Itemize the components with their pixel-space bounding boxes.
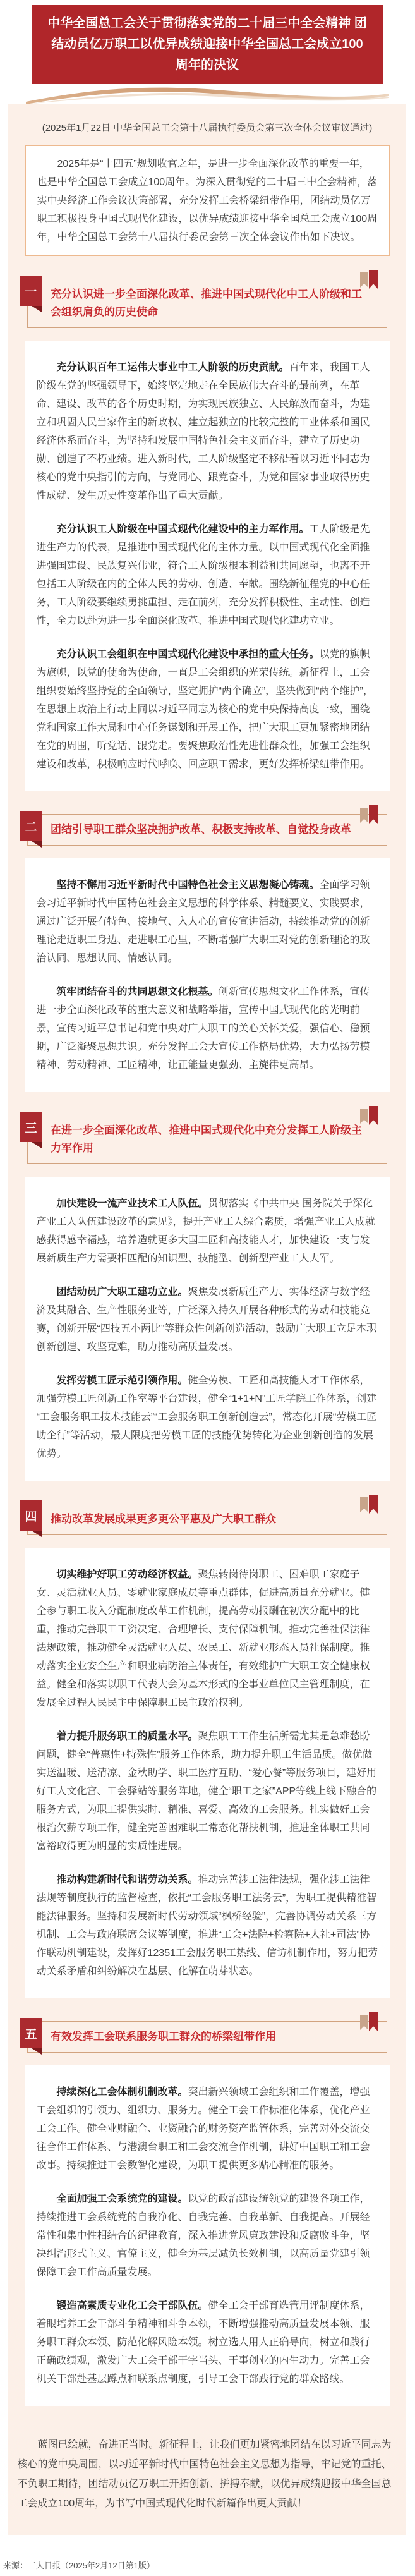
paragraph-lead: 团结动员广大职工建功立业。 bbox=[56, 1287, 188, 1297]
section-heading-text: 团结引导职工群众坚决拥护改革、积极支持改革、自觉投身改革 bbox=[51, 823, 351, 835]
paragraph-lead: 充分认识百年工运伟大事业中工人阶级的历史贡献。 bbox=[56, 362, 289, 373]
bookmark-red-icon bbox=[369, 1495, 378, 1514]
body-paragraph bbox=[37, 520, 378, 630]
bookmark-tan-icon bbox=[360, 272, 368, 288]
section-heading bbox=[27, 279, 387, 328]
bookmark-tan-icon bbox=[360, 808, 368, 823]
body-paragraph bbox=[37, 983, 378, 1074]
body-paragraph bbox=[37, 876, 378, 968]
section-heading bbox=[27, 1504, 387, 1535]
section-heading-text: 推动改革发展成果更多更公平惠及广大职工群众 bbox=[51, 1513, 276, 1525]
article-header bbox=[8, 0, 406, 104]
body-paragraph bbox=[37, 2297, 378, 2388]
bookmark-icon bbox=[360, 270, 378, 289]
section-number-badge: 五 bbox=[20, 2018, 42, 2048]
source-line: 来源：工人日报（2025年2月12日第1版） bbox=[3, 2561, 155, 2570]
paragraph-text: 聚焦发展新质生产力、实体经济与数字经济及其融合、生产性服务业等，广泛深入持久开展各种形式的劳动和技能竞赛，创新开展“四技五小两比”等群众性创新创造活动，鼓励广大职工立足本职创新创造、攻坚克难，助力推动高质量发展。 bbox=[36, 1287, 377, 1352]
section-heading bbox=[27, 1115, 387, 1164]
paragraph-lead: 发挥劳模工匠示范引领作用。 bbox=[56, 1375, 188, 1386]
section-paragraph-box bbox=[25, 1177, 390, 1481]
paragraph-text: 贯彻落实《中共中央 国务院关于深化产业工人队伍建设改革的意见》，提升产业工人综合素质，增强产业工人成就感获得感幸福感，培养造就更多大国工匠和高技能人才，加快建设一支与发展新质生产力需要相匹配的知识型、技能型、创新型产业工人大军。 bbox=[36, 1198, 375, 1264]
paragraph-text: 全面学习领会习近平新时代中国特色社会主义思想的科学体系、精髓要义、实践要求，通过广泛开展有特色、接地气、入人心的宣传宣讲活动，持续推动党的创新理论走近职工身边、走进职工心里，不断增强广大职工对党的创新理论的政治认同、思想认同、情感认同。 bbox=[36, 880, 370, 964]
section-number-badge: 二 bbox=[20, 811, 42, 841]
paragraph-text: 工人阶级是先进生产力的代表，是推进中国式现代化的主体力量。以中国式现代化全面推进强国建设、民族复兴伟业，符合工人阶级根本利益和共同愿望，也离不开包括工人阶级在内的全体人民的劳动、创造、奉献。围绕新征程党的中心任务，工人阶级要继续勇挑重担、走在前列，充分发挥积极性、主动性、创造性，全力以赴为进一步全面深化改革、推进中国式现代化建功立业。 bbox=[36, 524, 370, 626]
article bbox=[8, 0, 406, 2535]
section bbox=[8, 1504, 406, 1998]
bookmark-red-icon bbox=[369, 2012, 378, 2031]
bookmark-icon bbox=[360, 1495, 378, 1514]
section-heading bbox=[27, 2021, 387, 2053]
bookmark-red-icon bbox=[369, 805, 378, 824]
section-heading-text: 充分认识进一步全面深化改革、推进中国式现代化中工人阶级和工会组织肩负的历史使命 bbox=[51, 288, 362, 318]
wave-decoration bbox=[26, 83, 389, 104]
page-title: 中华全国总工会关于贯彻落实党的二十届三中全会精神 团结动员亿万职工以优异成绩迎接中华全国总工会成立100周年的决议 bbox=[47, 16, 367, 72]
section-heading bbox=[27, 814, 387, 846]
paragraph-text: 推动完善涉工法律法规，强化涉工法律法规等制度执行的监督检查，依托“工会服务职工法务云”，为职工提供精准智能法律服务。坚持和发展新时代劳动领域“枫桥经验”，完善协调劳动关系三方机制、工会与政府联席会议等制度，推进“工会+法院+检察院+人社+司法”协作联动机制建设，发挥好12351工会服务职工热线、信访机制作用，努力把劳动关系矛盾和纠纷解决在基层、化解在萌芽状态。 bbox=[36, 1874, 378, 1977]
body-paragraph bbox=[37, 645, 378, 774]
paragraph-lead: 坚持不懈用习近平新时代中国特色社会主义思想凝心铸魂。 bbox=[56, 880, 320, 890]
bookmark-icon bbox=[360, 1106, 378, 1125]
section bbox=[8, 814, 406, 1092]
section-number-badge: 三 bbox=[20, 1112, 42, 1142]
body-paragraph bbox=[37, 2190, 378, 2281]
paragraph-lead: 切实维护好职工劳动经济权益。 bbox=[56, 1569, 198, 1580]
section-heading-text: 有效发挥工会联系服务职工群众的桥梁纽带作用 bbox=[51, 2031, 276, 2043]
paragraph-lead: 锻造高素质专业化工会干部队伍。 bbox=[56, 2300, 208, 2311]
body-paragraph bbox=[37, 1371, 378, 1463]
paragraph-lead: 充分认识工人阶级在中国式现代化建设中的主力军作用。 bbox=[56, 524, 310, 535]
bookmark-tan-icon bbox=[360, 2015, 368, 2030]
body-paragraph bbox=[37, 2083, 378, 2175]
paragraph-lead: 推动构建新时代和谐劳动关系。 bbox=[56, 1874, 198, 1885]
paragraph-lead: 加快建设一流产业技术工人队伍。 bbox=[56, 1198, 208, 1209]
section-paragraph-box bbox=[25, 341, 390, 791]
section bbox=[8, 279, 406, 791]
section-number-badge: 一 bbox=[20, 276, 42, 306]
bookmark-icon bbox=[360, 805, 378, 824]
paragraph-text: 健全劳模、工匠和高技能人才工作体系，加强劳模工匠创新工作室等平台建设，健全“1+1+N”工匠学院工作体系，创建“工会服务职工技术技能云”“工会服务职工创新创造云”，常态化开展“劳模工匠助企行”等活动，最大限度把劳模工匠的技能优势转化为企业创新创造的发展优势。 bbox=[36, 1375, 377, 1459]
approval-date-line: (2025年1月22日 中华全国总工会第十八届执行委员会第三次全体会议审议通过) bbox=[42, 123, 373, 133]
intro-paragraph: 2025年是“十四五”规划收官之年，是进一步全面深化改革的重要一年，也是中华全国总工会成立100周年。为深入贯彻党的二十届三中全会精神，落实中央经济工作会议决策部署，充分发挥工会桥梁纽带作用，团结动员亿万职工积极投身中国式现代化建设，以优异成绩迎接中华全国总工会成立100周年，中华全国总工会第十八届执行委员会第三次全体会议作出如下决议。 bbox=[37, 159, 378, 243]
paragraph-text: 创新宣传思想文化工作体系，宣传进一步全面深化改革的重大意义和战略举措，宣传中国式现代化的光明前景，宣传习近平总书记和党中央对广大职工的关心关怀关爱，强信心、稳预期，广泛凝聚思想共识。充分发挥工会大宣传工作格局优势，大力弘扬劳模精神、劳动精神、工匠精神，让正能量更强劲、主旋律更高昂。 bbox=[36, 987, 370, 1071]
bookmark-tan-icon bbox=[360, 1497, 368, 1512]
section-heading-text: 在进一步全面深化改革、推进中国式现代化中充分发挥工人阶级主力军作用 bbox=[51, 1124, 362, 1154]
closing-block bbox=[18, 2435, 397, 2513]
bookmark-tan-icon bbox=[360, 1109, 368, 1124]
body-paragraph bbox=[37, 1194, 378, 1268]
section-paragraph-box bbox=[25, 1548, 390, 1998]
body-paragraph bbox=[37, 358, 378, 505]
section-number-badge: 四 bbox=[20, 1500, 42, 1531]
paragraph-text: 以党的旗帜为旗帜，以党的使命为使命，一直是工会组织的光荣传统。新征程上，工会组织要始终坚持党的全面领导，坚定拥护“两个确立”，坚决做到“两个维护”，在思想上政治上行动上同以习近平同志为核心的党中央保持高度一致，围绕党和国家工作大局和中心任务谋划和开展工作，把广大职工更加紧密地团结在党的周围，听党话、跟党走。要聚焦政治性先进性群众性，加强工会组织建设和改革，积极响应时代呼唤、回应职工需求，更好发挥桥梁纽带作用。 bbox=[36, 649, 373, 770]
body-paragraph bbox=[37, 1871, 378, 1981]
paragraph-text: 突出新兴领域工会组织和工作覆盖，增强工会组织的引领力、组织力、服务力。健全工会工作标准化体系，优化产业工会工作。健全业财融合、业资融合的财务资产监管体系，完善对外交流交往合作工作体系、与港澳台职工和工会交流合作机制，讲好中国职工和工会故事。持续推进工会数智化建设，为职工提供更多贴心精准的服务。 bbox=[36, 2087, 370, 2171]
paragraph-text: 聚焦转岗待岗职工、困难职工家庭子女、灵活就业人员、零就业家庭成员等重点群体，促进高质量充分就业。健全参与职工收入分配制度改革工作机制，提高劳动报酬在初次分配中的比重，推动完善职工工资决定、合理增长、支付保障机制。推动完善社保法律法规政策，推动健全灵活就业人员、农民工、新就业形态人员社保制度。推动落实企业安全生产和职业病防治主体责任，有效维护广大职工安全健康权益。健全和落实以职工代表大会为基本形式的企事业单位民主管理制度，在发展全过程人民民主中保障职工民主政治权利。 bbox=[36, 1569, 370, 1708]
bookmark-red-icon bbox=[369, 270, 378, 289]
closing-paragraph: 蓝图已绘就，奋进正当时。新征程上，让我们更加紧密地团结在以习近平同志为核心的党中央周围，以习近平新时代中国特色社会主义思想为指导，牢记党的重托、不负职工期待，团结动员亿万职工开拓创新、拼搏奉献，以优异成绩迎接中华全国总工会成立100周年，为书写中国式现代化时代新篇作出更大贡献！ bbox=[17, 2439, 392, 2509]
bookmark-red-icon bbox=[369, 1106, 378, 1125]
section-paragraph-box bbox=[25, 858, 390, 1092]
body-paragraph bbox=[37, 1565, 378, 1712]
paragraph-text: 健全工会干部育选管用评制度体系，着眼培养工会干部斗争精神和斗争本领，不断增强推动高质量发展本领、服务职工群众本领、防范化解风险本领。树立选人用人正确导向，树立和践行正确政绩观，激发广大工会干部干字当头、干事创业的内生动力。完善工会机关干部赴基层蹲点和联系点制度，引导工会干部践行党的群众路线。 bbox=[36, 2300, 370, 2385]
paragraph-lead: 筑牢团结奋斗的共同思想文化根基。 bbox=[56, 987, 219, 997]
intro-box bbox=[25, 145, 390, 256]
article-footer bbox=[0, 2553, 415, 2576]
paragraph-lead: 全面加强工会系统党的建设。 bbox=[56, 2194, 188, 2204]
paragraph-lead: 持续深化工会体制机制改革。 bbox=[56, 2087, 188, 2098]
paragraph-text: 聚焦职工工作生活所需尤其是急难愁盼问题，健全“普惠性+特殊性”服务工作体系，助力提升职工生活品质。做优做实送温暖、送清凉、金秋助学、职工医疗互助、“爱心餐”等服务项目，建好用好工人文化宫、工会驿站等服务阵地，健全“职工之家”APP等线上线下融合的服务方式，为职工提供实时、精准、喜爱、高效的工会服务。扎实做好工会根治欠薪专项工作，健全完善困难职工常态化帮扶机制，推进全体职工共同富裕取得更为明显的实质性进展。 bbox=[36, 1731, 377, 1852]
title-banner bbox=[32, 5, 383, 84]
section-paragraph-box bbox=[25, 2065, 390, 2406]
section bbox=[8, 1115, 406, 1481]
paragraph-lead: 充分认识工会组织在中国式现代化建设中承担的重大任务。 bbox=[56, 649, 320, 660]
section bbox=[8, 2021, 406, 2406]
paragraph-text: 以党的政治建设统领党的建设各项工作，持续推进工会系统党的自我净化、自我完善、自我革新、自我提高。开展经常性和集中性相结合的纪律教育，深入推进党风廉政建设和反腐败斗争，坚决纠治形式主义、官僚主义，健全为基层减负长效机制，以高质量党建引领保障工会工作高质量发展。 bbox=[36, 2194, 370, 2278]
body-paragraph bbox=[37, 1283, 378, 1356]
paragraph-lead: 着力提升服务职工的质量水平。 bbox=[56, 1731, 198, 1742]
bookmark-icon bbox=[360, 2012, 378, 2031]
body-paragraph bbox=[37, 1727, 378, 1856]
sections bbox=[8, 279, 406, 2406]
paragraph-text: 百年来，我国工人阶级在党的坚强领导下，始终坚定地走在全民族伟大奋斗的最前列，在革命、建设、改革的各个历史时期，为实现民族独立、人民解放而奋斗，为建立和巩固人民当家作主的新政权、建立起独立的比较完整的工业体系和国民经济体系而奋斗，为坚持和发展中国特色社会主义而奋斗，建立了历史功勋、创造了不朽业绩。进入新时代，工人阶级坚定不移沿着以习近平同志为核心的党中央指引的方向，与党同心、跟党奋斗，为党和国家事业取得历史性成就、发生历史性变革作出了重大贡献。 bbox=[36, 362, 370, 501]
